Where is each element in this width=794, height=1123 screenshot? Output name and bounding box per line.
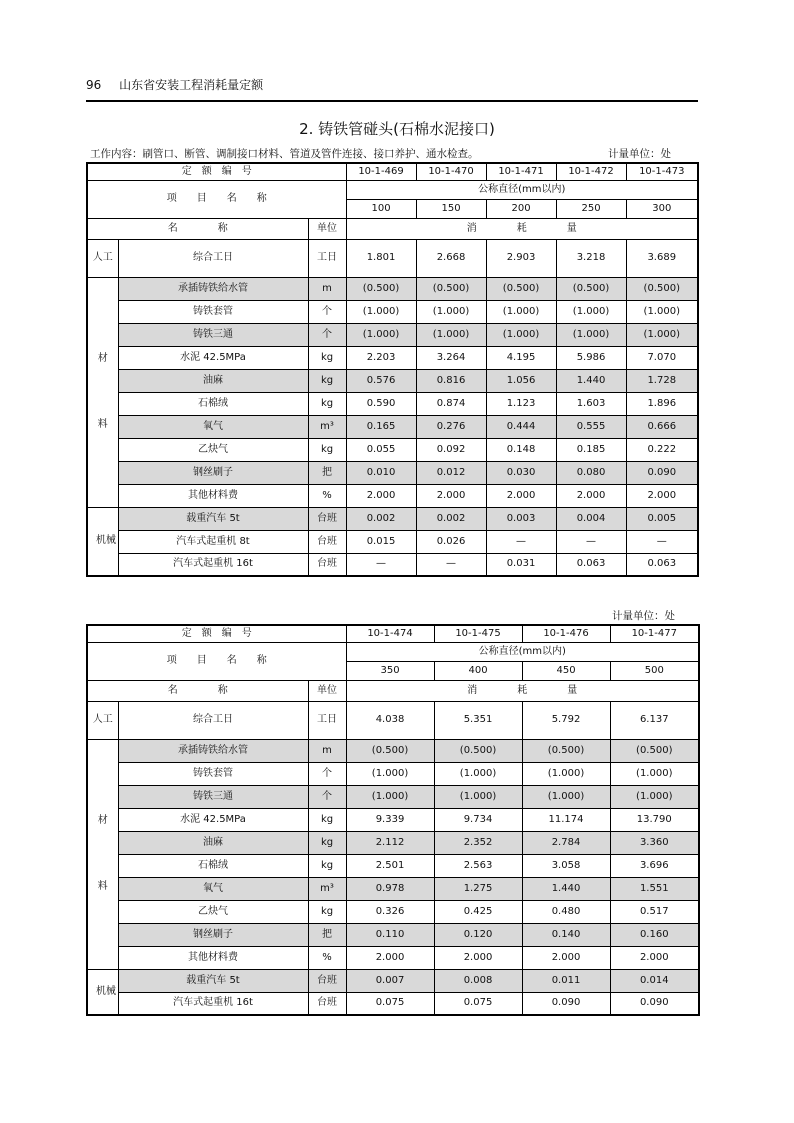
quantity-cell: 3.696 bbox=[610, 854, 699, 877]
quantity-cell: 13.790 bbox=[610, 808, 699, 831]
materials-item-name: 水泥 42.5MPa bbox=[118, 808, 308, 831]
quantity-cell: 1.551 bbox=[610, 877, 699, 900]
quantity-cell: 0.148 bbox=[486, 438, 556, 461]
quantity-cell: (1.000) bbox=[486, 323, 556, 346]
materials-item-unit: m³ bbox=[308, 877, 346, 900]
quota-code: 10-1-477 bbox=[610, 625, 699, 642]
item-name-label: 项 目 名 称 bbox=[87, 180, 346, 218]
quantity-cell: (1.000) bbox=[522, 762, 610, 785]
category-machinery: 机械 bbox=[87, 507, 118, 576]
quantity-cell: 0.576 bbox=[346, 369, 416, 392]
quantity-cell: 0.055 bbox=[346, 438, 416, 461]
quantity-cell: 4.038 bbox=[346, 701, 434, 739]
diameter-value: 200 bbox=[486, 199, 556, 218]
quantity-cell: 3.058 bbox=[522, 854, 610, 877]
materials-item-name: 承插铸铁给水管 bbox=[118, 739, 308, 762]
quantity-cell: 0.010 bbox=[346, 461, 416, 484]
quantity-cell: 0.015 bbox=[346, 530, 416, 553]
materials-item-name: 石棉绒 bbox=[118, 854, 308, 877]
quantity-cell: 0.063 bbox=[556, 553, 626, 576]
quantity-cell: (1.000) bbox=[556, 300, 626, 323]
quantity-cell: 0.480 bbox=[522, 900, 610, 923]
quantity-cell: 0.110 bbox=[346, 923, 434, 946]
quantity-cell: 0.816 bbox=[416, 369, 486, 392]
materials-item-name: 承插铸铁给水管 bbox=[118, 277, 308, 300]
quantity-cell: 0.090 bbox=[522, 992, 610, 1015]
quantity-cell: — bbox=[416, 553, 486, 576]
quantity-cell: 5.986 bbox=[556, 346, 626, 369]
quantity-cell: 0.326 bbox=[346, 900, 434, 923]
quantity-cell: 0.185 bbox=[556, 438, 626, 461]
quantity-cell: 0.090 bbox=[610, 992, 699, 1015]
diameter-value: 250 bbox=[556, 199, 626, 218]
name-column-header: 名 称 bbox=[87, 218, 308, 239]
quota-code: 10-1-471 bbox=[486, 163, 556, 180]
quantity-cell: 1.896 bbox=[626, 392, 698, 415]
quantity-cell: — bbox=[346, 553, 416, 576]
materials-item-name: 水泥 42.5MPa bbox=[118, 346, 308, 369]
machinery-item-name: 汽车式起重机 16t bbox=[118, 553, 308, 576]
quantity-cell: (0.500) bbox=[416, 277, 486, 300]
quantity-cell: 0.063 bbox=[626, 553, 698, 576]
quantity-cell: (1.000) bbox=[416, 323, 486, 346]
quantity-cell: (1.000) bbox=[556, 323, 626, 346]
materials-item-unit: 个 bbox=[308, 785, 346, 808]
materials-item-name: 油麻 bbox=[118, 831, 308, 854]
quantity-cell: 0.276 bbox=[416, 415, 486, 438]
quantity-cell: 0.092 bbox=[416, 438, 486, 461]
diameter-value: 350 bbox=[346, 661, 434, 680]
quantity-cell: 0.080 bbox=[556, 461, 626, 484]
quantity-cell: 1.603 bbox=[556, 392, 626, 415]
quantity-cell: 0.005 bbox=[626, 507, 698, 530]
materials-item-name: 乙炔气 bbox=[118, 900, 308, 923]
category-material bbox=[87, 277, 118, 507]
materials-item-unit: m bbox=[308, 739, 346, 762]
quota-code: 10-1-473 bbox=[626, 163, 698, 180]
quantity-cell: (1.000) bbox=[626, 323, 698, 346]
diameter-value: 500 bbox=[610, 661, 699, 680]
materials-item-name: 乙炔气 bbox=[118, 438, 308, 461]
quantity-cell: 0.075 bbox=[434, 992, 522, 1015]
quantity-cell: 0.120 bbox=[434, 923, 522, 946]
materials-item-name: 铸铁套管 bbox=[118, 300, 308, 323]
quantity-cell: (0.500) bbox=[522, 739, 610, 762]
machinery-item-unit: 台班 bbox=[308, 553, 346, 576]
quantity-cell: 2.000 bbox=[556, 484, 626, 507]
quantity-cell: 0.012 bbox=[416, 461, 486, 484]
quantity-cell: (1.000) bbox=[626, 300, 698, 323]
unit-label-table2: 计量单位：处 bbox=[612, 610, 675, 622]
quantity-cell: 0.004 bbox=[556, 507, 626, 530]
quantity-cell: 1.123 bbox=[486, 392, 556, 415]
quantity-cell: (0.500) bbox=[346, 277, 416, 300]
materials-item-unit: kg bbox=[308, 900, 346, 923]
quantity-cell: 2.000 bbox=[434, 946, 522, 969]
quota-code: 10-1-475 bbox=[434, 625, 522, 642]
quantity-cell: 0.165 bbox=[346, 415, 416, 438]
quantity-cell: 0.030 bbox=[486, 461, 556, 484]
quantity-cell: (1.000) bbox=[434, 762, 522, 785]
quantity-cell: (0.500) bbox=[626, 277, 698, 300]
diameter-value: 100 bbox=[346, 199, 416, 218]
quantity-cell: 2.501 bbox=[346, 854, 434, 877]
quantity-cell: 0.444 bbox=[486, 415, 556, 438]
page-number: 96 bbox=[86, 78, 102, 92]
quantity-cell: 0.026 bbox=[416, 530, 486, 553]
materials-item-unit: % bbox=[308, 484, 346, 507]
quota-table-1 bbox=[86, 162, 699, 577]
materials-item-unit: 把 bbox=[308, 923, 346, 946]
unit-column-header: 单位 bbox=[308, 218, 346, 239]
quantity-cell: 0.425 bbox=[434, 900, 522, 923]
quantity-cell: 2.112 bbox=[346, 831, 434, 854]
quota-table-2 bbox=[86, 624, 700, 1016]
category-labor: 人工 bbox=[87, 239, 118, 277]
quantity-cell: 2.352 bbox=[434, 831, 522, 854]
category-machinery: 机械 bbox=[87, 969, 118, 1015]
materials-item-name: 钢丝刷子 bbox=[118, 923, 308, 946]
quantity-cell: 3.264 bbox=[416, 346, 486, 369]
machinery-item-unit: 台班 bbox=[308, 969, 346, 992]
quantity-cell: — bbox=[626, 530, 698, 553]
quantity-cell: 11.174 bbox=[522, 808, 610, 831]
quantity-cell: (0.500) bbox=[610, 739, 699, 762]
category-material bbox=[87, 739, 118, 969]
materials-item-unit: 个 bbox=[308, 762, 346, 785]
quantity-cell: 2.000 bbox=[346, 484, 416, 507]
quantity-cell: (1.000) bbox=[346, 300, 416, 323]
quantity-cell: (0.500) bbox=[434, 739, 522, 762]
quantity-cell: 3.218 bbox=[556, 239, 626, 277]
materials-item-unit: % bbox=[308, 946, 346, 969]
quantity-cell: 0.874 bbox=[416, 392, 486, 415]
quantity-cell: 0.014 bbox=[610, 969, 699, 992]
quantity-cell: 1.275 bbox=[434, 877, 522, 900]
quota-number-label: 定 额 编 号 bbox=[87, 163, 346, 180]
quantity-cell: 1.440 bbox=[522, 877, 610, 900]
work-content: 工作内容：刷管口、断管、调制接口材料、管道及管件连接、接口养护、通水检查。 bbox=[90, 148, 479, 160]
book-title: 山东省安装工程消耗量定额 bbox=[119, 78, 264, 92]
quantity-cell: — bbox=[556, 530, 626, 553]
machinery-item-unit: 台班 bbox=[308, 992, 346, 1015]
quantity-cell: 1.440 bbox=[556, 369, 626, 392]
materials-item-name: 氧气 bbox=[118, 415, 308, 438]
materials-item-name: 铸铁套管 bbox=[118, 762, 308, 785]
quantity-cell: (1.000) bbox=[610, 785, 699, 808]
materials-item-unit: 把 bbox=[308, 461, 346, 484]
materials-item-unit: 个 bbox=[308, 323, 346, 346]
machinery-item-name: 汽车式起重机 16t bbox=[118, 992, 308, 1015]
materials-item-unit: m bbox=[308, 277, 346, 300]
quota-number-label: 定 额 编 号 bbox=[87, 625, 346, 642]
quantity-cell: 2.668 bbox=[416, 239, 486, 277]
quantity-cell: 2.000 bbox=[346, 946, 434, 969]
category-material-char-2: 料 bbox=[97, 881, 108, 892]
materials-item-unit: kg bbox=[308, 369, 346, 392]
materials-item-unit: kg bbox=[308, 808, 346, 831]
quantity-cell: (1.000) bbox=[346, 323, 416, 346]
diameter-value: 300 bbox=[626, 199, 698, 218]
category-material-char-2: 料 bbox=[97, 419, 108, 430]
materials-item-unit: m³ bbox=[308, 415, 346, 438]
materials-item-unit: 个 bbox=[308, 300, 346, 323]
materials-item-unit: kg bbox=[308, 831, 346, 854]
quantity-cell: 9.339 bbox=[346, 808, 434, 831]
quantity-cell: (1.000) bbox=[610, 762, 699, 785]
category-material-char-1: 材 bbox=[97, 353, 108, 364]
quantity-cell: 2.784 bbox=[522, 831, 610, 854]
labor-item-unit: 工日 bbox=[308, 239, 346, 277]
quantity-cell: 5.792 bbox=[522, 701, 610, 739]
quantity-cell: 3.360 bbox=[610, 831, 699, 854]
quantity-cell: 0.011 bbox=[522, 969, 610, 992]
materials-item-name: 油麻 bbox=[118, 369, 308, 392]
materials-item-name: 铸铁三通 bbox=[118, 785, 308, 808]
quantity-cell: 2.000 bbox=[416, 484, 486, 507]
quantity-cell: — bbox=[486, 530, 556, 553]
quantity-cell: 2.000 bbox=[522, 946, 610, 969]
quantity-cell: (1.000) bbox=[346, 785, 434, 808]
nominal-diameter-label: 公称直径(mm以内) bbox=[346, 180, 698, 199]
quantity-cell: 0.222 bbox=[626, 438, 698, 461]
materials-item-name: 钢丝刷子 bbox=[118, 461, 308, 484]
quantity-cell: 0.160 bbox=[610, 923, 699, 946]
quantity-cell: (1.000) bbox=[522, 785, 610, 808]
quota-code: 10-1-469 bbox=[346, 163, 416, 180]
quantity-cell: 7.070 bbox=[626, 346, 698, 369]
quantity-cell: 0.666 bbox=[626, 415, 698, 438]
materials-item-unit: kg bbox=[308, 854, 346, 877]
materials-item-name: 其他材料费 bbox=[118, 946, 308, 969]
quantity-cell: (0.500) bbox=[556, 277, 626, 300]
quantity-cell: (1.000) bbox=[346, 762, 434, 785]
labor-item-name: 综合工日 bbox=[118, 239, 308, 277]
quota-code: 10-1-470 bbox=[416, 163, 486, 180]
quantity-cell: 1.056 bbox=[486, 369, 556, 392]
quantity-cell: 0.555 bbox=[556, 415, 626, 438]
name-column-header: 名 称 bbox=[87, 680, 308, 701]
quantity-cell: 0.002 bbox=[346, 507, 416, 530]
unit-label-table1: 计量单位：处 bbox=[608, 148, 671, 160]
quota-code: 10-1-472 bbox=[556, 163, 626, 180]
machinery-item-name: 载重汽车 5t bbox=[118, 969, 308, 992]
category-labor: 人工 bbox=[87, 701, 118, 739]
quantity-cell: 0.075 bbox=[346, 992, 434, 1015]
materials-item-unit: kg bbox=[308, 438, 346, 461]
quantity-cell: 0.090 bbox=[626, 461, 698, 484]
quantity-cell: (1.000) bbox=[416, 300, 486, 323]
quantity-cell: 2.563 bbox=[434, 854, 522, 877]
quantity-cell: 6.137 bbox=[610, 701, 699, 739]
diameter-value: 400 bbox=[434, 661, 522, 680]
quota-code: 10-1-474 bbox=[346, 625, 434, 642]
materials-item-unit: kg bbox=[308, 346, 346, 369]
quantity-cell: 0.517 bbox=[610, 900, 699, 923]
machinery-item-unit: 台班 bbox=[308, 507, 346, 530]
quantity-cell: 2.203 bbox=[346, 346, 416, 369]
nominal-diameter-label: 公称直径(mm以内) bbox=[346, 642, 699, 661]
quantity-cell: 0.007 bbox=[346, 969, 434, 992]
quantity-cell: 2.903 bbox=[486, 239, 556, 277]
quota-code: 10-1-476 bbox=[522, 625, 610, 642]
quantity-cell: 2.000 bbox=[486, 484, 556, 507]
materials-item-name: 其他材料费 bbox=[118, 484, 308, 507]
quantity-cell: 9.734 bbox=[434, 808, 522, 831]
quantity-cell: 5.351 bbox=[434, 701, 522, 739]
machinery-item-unit: 台班 bbox=[308, 530, 346, 553]
quantity-cell: 0.003 bbox=[486, 507, 556, 530]
diameter-value: 450 bbox=[522, 661, 610, 680]
labor-item-name: 综合工日 bbox=[118, 701, 308, 739]
quantity-cell: 1.728 bbox=[626, 369, 698, 392]
header-rule bbox=[86, 100, 698, 102]
quantity-cell: (1.000) bbox=[486, 300, 556, 323]
quantity-cell: (0.500) bbox=[346, 739, 434, 762]
consumption-header: 消 耗 量 bbox=[346, 680, 699, 701]
materials-item-name: 铸铁三通 bbox=[118, 323, 308, 346]
materials-item-unit: kg bbox=[308, 392, 346, 415]
quantity-cell: 2.000 bbox=[610, 946, 699, 969]
quantity-cell: 0.002 bbox=[416, 507, 486, 530]
quantity-cell: 2.000 bbox=[626, 484, 698, 507]
consumption-header: 消 耗 量 bbox=[346, 218, 698, 239]
quantity-cell: 4.195 bbox=[486, 346, 556, 369]
diameter-value: 150 bbox=[416, 199, 486, 218]
quantity-cell: 0.590 bbox=[346, 392, 416, 415]
quantity-cell: 0.008 bbox=[434, 969, 522, 992]
page-header bbox=[86, 76, 277, 93]
unit-column-header: 单位 bbox=[308, 680, 346, 701]
section-title: 2. 铸铁管碰头(石棉水泥接口) bbox=[299, 120, 495, 138]
machinery-item-name: 载重汽车 5t bbox=[118, 507, 308, 530]
quantity-cell: 0.140 bbox=[522, 923, 610, 946]
quantity-cell: (0.500) bbox=[486, 277, 556, 300]
labor-item-unit: 工日 bbox=[308, 701, 346, 739]
materials-item-name: 石棉绒 bbox=[118, 392, 308, 415]
machinery-item-name: 汽车式起重机 8t bbox=[118, 530, 308, 553]
quantity-cell: 1.801 bbox=[346, 239, 416, 277]
materials-item-name: 氧气 bbox=[118, 877, 308, 900]
quantity-cell: 0.978 bbox=[346, 877, 434, 900]
quantity-cell: (1.000) bbox=[434, 785, 522, 808]
item-name-label: 项 目 名 称 bbox=[87, 642, 346, 680]
quantity-cell: 0.031 bbox=[486, 553, 556, 576]
category-material-char-1: 材 bbox=[97, 815, 108, 826]
quantity-cell: 3.689 bbox=[626, 239, 698, 277]
